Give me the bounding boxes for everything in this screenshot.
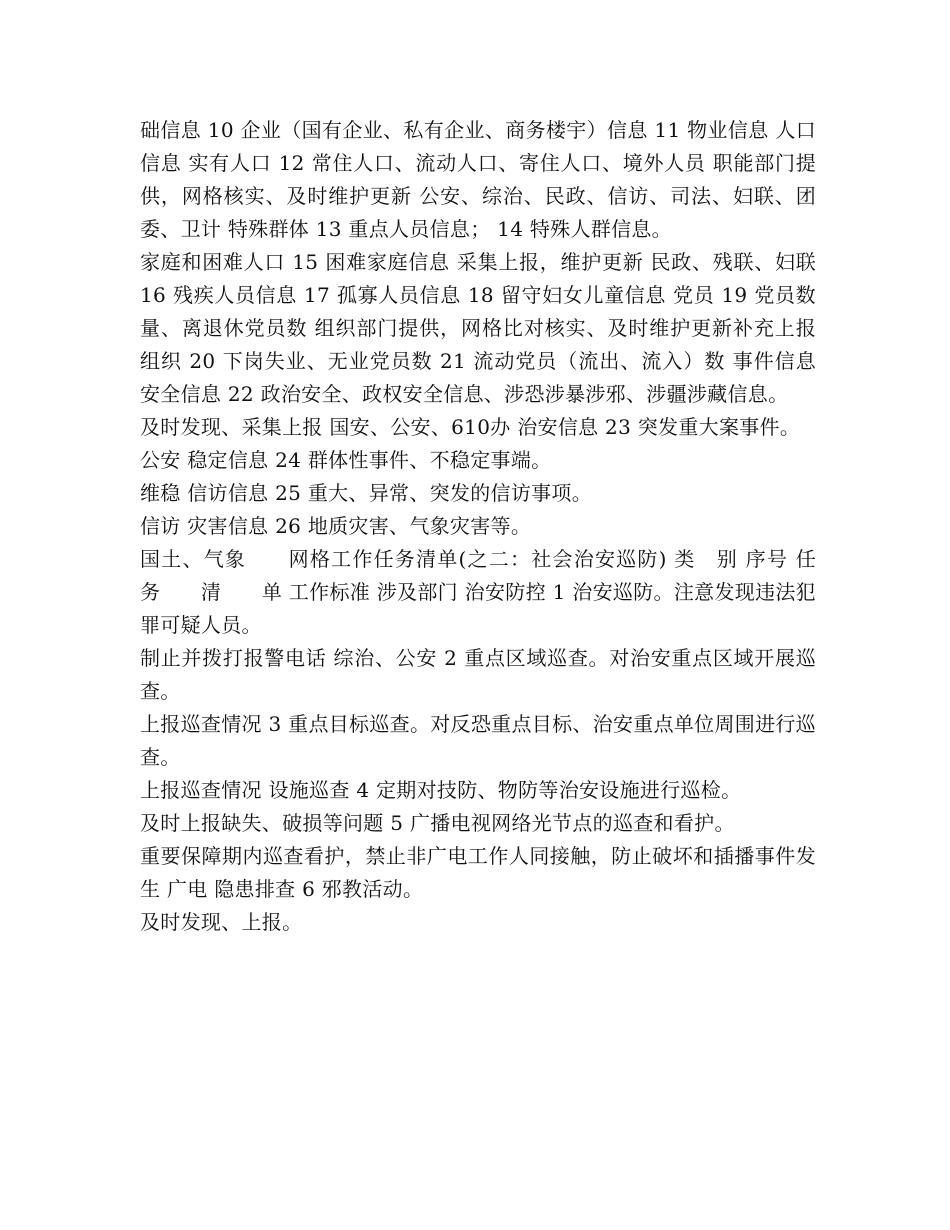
paragraph: 及时发现、采集上报 国安、公安、610办 治安信息 23 突发重大案事件。 [140, 415, 801, 439]
paragraph: 制止并拨打报警电话 综治、公安 2 重点区域巡查。对治安重点区域开展巡查。 [140, 646, 816, 703]
paragraph: 公安 稳定信息 24 群体性事件、不稳定事端。 [140, 448, 552, 472]
paragraph: 及时上报缺失、破损等问题 5 广播电视网络光节点的巡查和看护。 [140, 811, 735, 835]
document-body [140, 114, 857, 939]
paragraph: 国土、气象 网格工作任务清单(之二：社会治安巡防) 类 别 序号 任 务 清 单 工作标准 涉及部门 治安防控 1 治安巡防。注意发现违法犯罪可疑人员。 [140, 547, 857, 637]
paragraph: 家庭和困难人口 15 困难家庭信息 采集上报，维护更新 民政、残联、妇联 16 残疾人员信息 17 孤寡人员信息 18 留守妇女儿童信息 党员 19 党员数量、离退休党员数 组织部门提供，网格比对核实、及时维护更新补充上报 组织 20 下岗失业、无业党员数 21 流动党员（流出、流入）数 事件信息 安全信息 22 政治安全、政权安全信息、涉恐涉暴涉邪、涉疆涉藏信息。 [140, 250, 823, 406]
paragraph: 及时发现、上报。 [140, 910, 303, 934]
paragraph: 信访 灾害信息 26 地质灾害、气象灾害等。 [140, 514, 532, 538]
paragraph: 础信息 10 企业（国有企业、私有企业、商务楼宇）信息 11 物业信息 人口信息 实有人口 12 常住人口、流动人口、寄住人口、境外人员 职能部门提供，网格核实、及时维护更新 公安、综治、民政、信访、司法、妇联、团委、卫计 特殊群体 13 重点人员信息； 14 特殊人群信息。 [140, 118, 816, 241]
paragraph: 上报巡查情况 3 重点目标巡查。对反恐重点目标、治安重点单位周围进行巡查。 [140, 712, 816, 769]
paragraph: 上报巡查情况 设施巡查 4 定期对技防、物防等治安设施进行巡检。 [140, 778, 742, 802]
paragraph: 重要保障期内巡查看护，禁止非广电工作人同接触，防止破坏和插播事件发生 广电 隐患排查 6 邪教活动。 [140, 844, 816, 901]
paragraph: 维稳 信访信息 25 重大、异常、突发的信访事项。 [140, 481, 593, 505]
